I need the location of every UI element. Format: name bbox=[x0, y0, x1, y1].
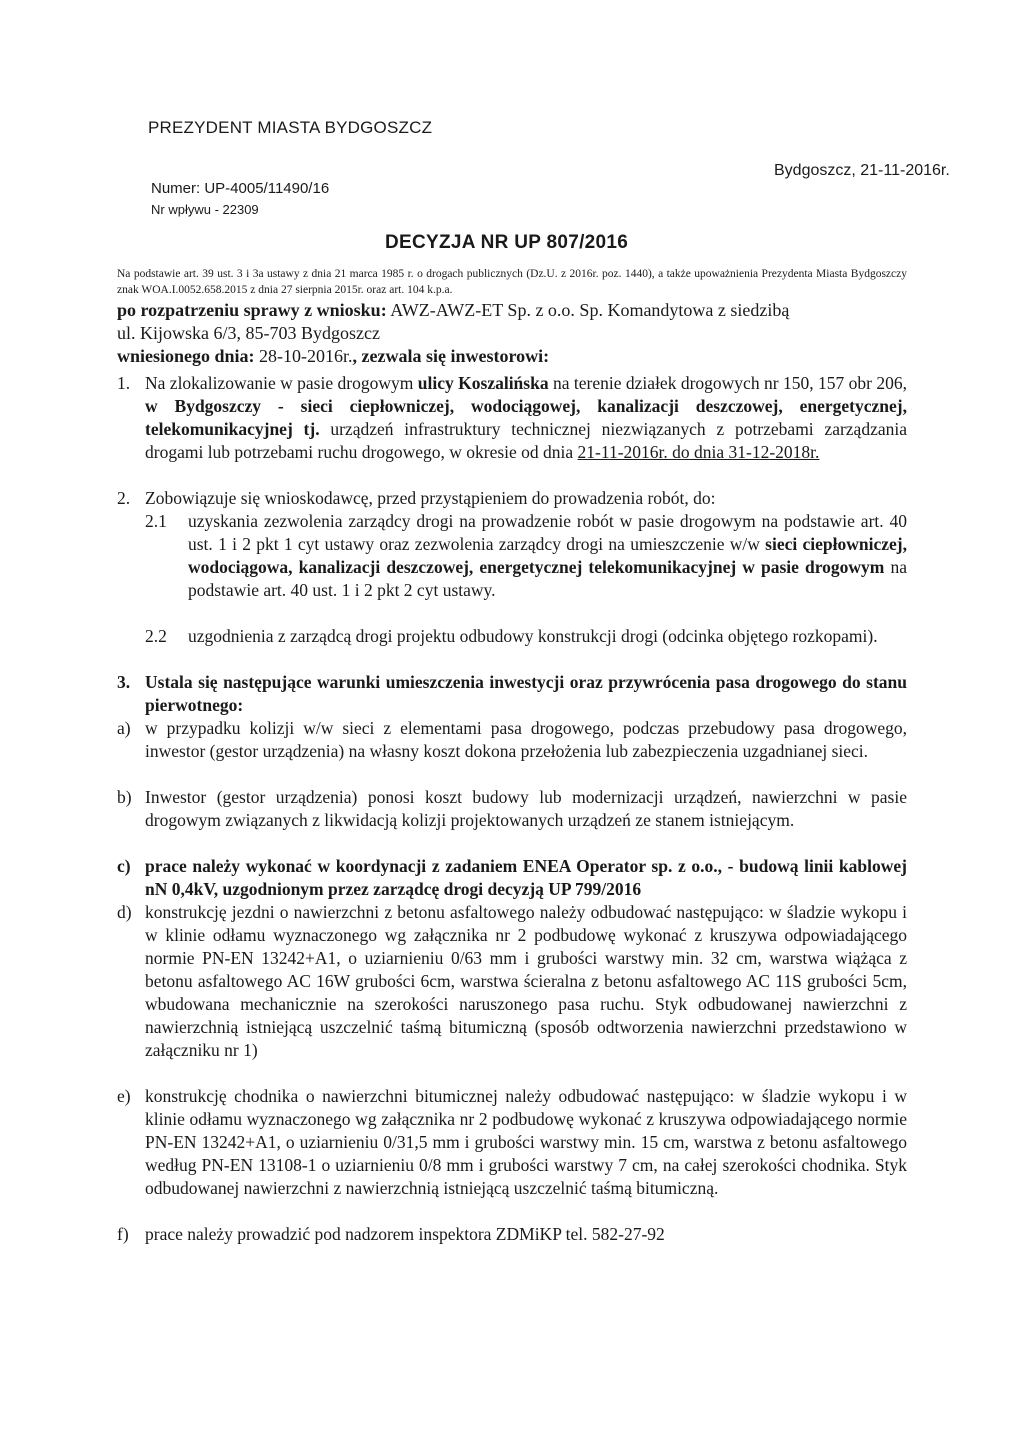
condition-a-text: w przypadku kolizji w/w sieci z elementami pasa drogowego, podczas przebudowy pasa drogowego, inwestor (gestor urządzenia) na własny koszt dokona przełożenia lub zabezpieczenia uzgadnianej sieci. bbox=[145, 718, 907, 761]
condition-f-text: prace należy prowadzić pod nadzorem inspektora ZDMiKP tel. 582-27-92 bbox=[145, 1224, 665, 1244]
condition-d-text: konstrukcję jezdni o nawierzchni z betonu asfaltowego należy odbudować następująco: w śladzie wykopu i w klinie odłamu wyznaczonego wg załącznika nr 2 podbudowę wykonać z kruszywa odpowiadającego normie PN-EN 13242+A1, o uziarnieniu 0/63 mm i grubości warstwy min. 32 cm, warstwa wiążąca z betonu asfaltowego AC 16W grubości 6cm, warstwa ścieralna z betonu asfaltowego AC 11S grubości 5cm, wbudowana mechanicznie na szerokości naruszonego pasa ruchu. Styk odbudowanej nawierzchni z nawierzchnią istniejącą uszczelnić taśmą bitumiczną (sposób odtworzenia nawierzchni przedstawiono w załączniku nr 1) bbox=[145, 902, 907, 1060]
point-2-1-networks: sieci ciepłowniczej, wodociągowa, kanalizacji deszczowej, energetycznej telekomunikacyjnej w pasie drogowym bbox=[188, 534, 907, 577]
receipt-number: Nr wpływu - 22309 bbox=[151, 202, 259, 217]
point-2-2-text: uzgodnienia z zarządcą drogi projektu odbudowy konstrukcji drogi (odcinka objętego rozkopami). bbox=[188, 626, 878, 646]
point-3-title: Ustala się następujące warunki umieszczenia inwestycji oraz przywrócenia pasa drogowego do stanu pierwotnego: bbox=[145, 672, 907, 715]
intro-label-submitted: wniesionego dnia: bbox=[117, 346, 255, 366]
point-2-1-part-2: na podstawie art. 40 ust. 1 i 2 pkt 2 cyt ustawy. bbox=[188, 557, 907, 600]
condition-b-text: Inwestor (gestor urządzenia) ponosi koszt budowy lub modernizacji urządzeń, nawierzchni w pasie drogowym związanych z likwidacją kolizji projektowanych urządzeń ze stanem istniejącym. bbox=[145, 787, 907, 830]
place-and-date: Bydgoszcz, 21-11-2016r. bbox=[774, 162, 950, 179]
issuing-authority: PREZYDENT MIASTA BYDGOSZCZ bbox=[148, 118, 433, 137]
point-2-text: Zobowiązuje się wnioskodawcę, przed przystąpieniem do prowadzenia robót, do: bbox=[145, 488, 716, 508]
case-number: Numer: UP-4005/11490/16 bbox=[151, 180, 330, 197]
intro-label-permit: , zezwala się inwestorowi: bbox=[352, 346, 550, 366]
applicant-address: ul. Kijowska 6/3, 85-703 Bydgoszcz bbox=[117, 323, 380, 343]
point-1-street: ulicy Koszalińska bbox=[417, 373, 549, 393]
condition-c-text: prace należy wykonać w koordynacji z zadaniem ENEA Operator sp. z o.o., - budową linii kablowej nN 0,4kV, uzgodnionym przez zarządcę drogi decyzją UP 799/2016 bbox=[145, 856, 907, 899]
point-1-part-3: urządzeń infrastruktury technicznej niezwiązanych z potrzebami zarządzania drogami lub potrzebami ruchu drogowego, w okresie od dnia bbox=[145, 419, 907, 462]
condition-b-marker: b) bbox=[117, 787, 132, 807]
applicant-name: AWZ-AWZ-ET Sp. z o.o. Sp. Komandytowa z siedzibą bbox=[386, 300, 790, 320]
point-1-period: 21-11-2016r. do dnia 31-12-2018r. bbox=[577, 442, 820, 462]
condition-c-marker: c) bbox=[117, 856, 131, 876]
legal-basis: Na podstawie art. 39 ust. 3 i 3a ustawy z dnia 21 marca 1985 r. o drogach publicznych (Dz.U. z 2016r. poz. 1440), a także upoważnienia Prezydenta Miasta Bydgoszczy znak WOA.I.0052.658.2015 z dnia 27 sierpnia 2015r. oraz art. 104 k.p.a. bbox=[117, 268, 907, 296]
condition-a-marker: a) bbox=[117, 718, 131, 738]
point-2-1-number: 2.1 bbox=[145, 511, 167, 531]
intro-block bbox=[117, 299, 909, 368]
condition-e-marker: e) bbox=[117, 1086, 131, 1106]
point-2-2-number: 2.2 bbox=[145, 626, 167, 646]
condition-e-text: konstrukcję chodnika o nawierzchni bitumicznej należy odbudować następująco: w śladzie wykopu i w klinie odłamu wyznaczonego wg załącznika nr 2 podbudowę wykonać z kruszywa odpowiadającego normie PN-EN 13242+A1, o uziarnieniu 0/31,5 mm i grubości warstwy min. 15 cm, warstwa z betonu asfaltowego według PN-EN 13108-1 o uziarnieniu 0/8 mm i grubości warstwy 7 cm, na całej szerokości chodnika. Styk odbudowanej nawierzchni z nawierzchnią istniejącą uszczelnić taśmą bitumiczną. bbox=[145, 1086, 907, 1198]
submission-date: 28-10-2016r. bbox=[254, 346, 353, 366]
intro-label-request: po rozpatrzeniu sprawy z wniosku: bbox=[117, 300, 387, 320]
point-2-1-text bbox=[188, 510, 907, 602]
point-1-number: 1. bbox=[117, 373, 131, 393]
condition-d-marker: d) bbox=[117, 902, 132, 922]
point-1-part-2: na terenie działek drogowych nr 150, 157 obr 206, bbox=[548, 373, 907, 393]
point-2-number: 2. bbox=[117, 488, 131, 508]
document-title: DECYZJA NR UP 807/2016 bbox=[385, 232, 629, 253]
point-2-1-part-1: uzyskania zezwolenia zarządcy drogi na prowadzenie robót w pasie drogowym na podstawie art. 40 ust. 1 i 2 pkt 1 cyt ustawy oraz zezwolenia zarządcy drogi na umieszczenie w/w bbox=[188, 511, 907, 554]
point-1-networks: w Bydgoszczy - sieci ciepłowniczej, wodociągowej, kanalizacji deszczowej, energetycznej, telekomunikacyjnej tj. bbox=[145, 396, 907, 439]
point-1-part-1: Na zlokalizowanie w pasie drogowym bbox=[145, 373, 418, 393]
point-3-number: 3. bbox=[117, 672, 131, 692]
condition-f-marker: f) bbox=[117, 1224, 129, 1244]
point-1-text bbox=[145, 372, 907, 464]
